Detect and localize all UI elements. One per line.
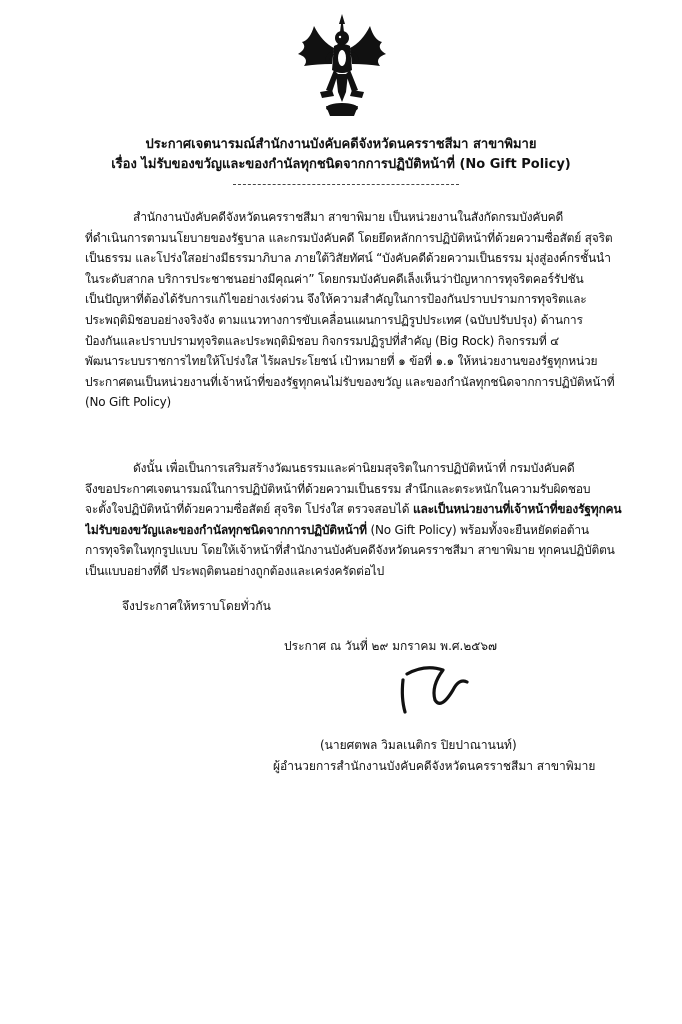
- garuda-emblem-icon: [292, 12, 392, 118]
- paragraph-line: ประพฤติมิชอบอย่างจริงจัง ตามแนวทางการขับเคลื่อนแผนการปฏิรูปประเทศ (ฉบับปรับปรุง) ด้านการ: [85, 312, 583, 327]
- paragraph-line: สำนักงานบังคับคดีจังหวัดนครราชสีมา สาขาพิมาย เป็นหน่วยงานในสังกัดกรมบังคับคดี: [133, 210, 564, 224]
- paragraph-line: เป็นแบบอย่างที่ดี ประพฤติตนอย่างถูกต้องและเคร่งครัดต่อไป: [85, 563, 385, 578]
- announcement-date: ประกาศ ณ วันที่ ๒๙ มกราคม พ.ศ.๒๕๖๗: [284, 639, 497, 653]
- signer-name: (นายศตพล วิมลเนติกร ปิยปาณานนท์): [320, 738, 517, 752]
- body-paragraph-2: [85, 458, 625, 582]
- announcement-subject: เรื่อง ไม่รับของขวัญและของกำนัลทุกชนิดจากการปฏิบัติหน้าที่ (No Gift Policy): [111, 157, 571, 172]
- paragraph-line: ในระดับสากล บริการประชาชนอย่างมีคุณค่า” โดยกรมบังคับคดีเล็งเห็นว่าปัญหาการทุจริตคอร์รัปชัน: [85, 271, 584, 286]
- paragraph-line: ดังนั้น เพื่อเป็นการเสริมสร้างวัฒนธรรมและค่านิยมสุจริตในการปฏิบัติหน้าที่ กรมบังคับคดี: [133, 461, 575, 475]
- body-paragraph-1: [85, 207, 625, 413]
- paragraph-text: (No Gift Policy) พร้อมทั้งจะยืนหยัดต่อต้าน: [366, 522, 589, 537]
- announcement-title: ประกาศเจตนารมณ์สำนักงานบังคับคดีจังหวัดนครราชสีมา สาขาพิมาย: [145, 137, 537, 152]
- paragraph-bold-text: ไม่รับของขวัญและของกำนัลทุกชนิดจากการปฏิบัติหน้าที่: [85, 522, 367, 537]
- paragraph-bold-text: และเป็นหน่วยงานที่เจ้าหน้าที่ของรัฐทุกคน: [412, 502, 622, 517]
- paragraph-line: (No Gift Policy): [85, 395, 171, 410]
- paragraph-line: เป็นปัญหาที่ต้องได้รับการแก้ไขอย่างเร่งด่วน จึงให้ความสำคัญในการป้องกันปราบปรามการทุจริตและ: [85, 292, 587, 307]
- closing-statement: จึงประกาศให้ทราบโดยทั่วกัน: [122, 599, 271, 613]
- paragraph-line: ป้องกันและปราบปรามทุจริตและประพฤติมิชอบ กิจกรรมปฏิรูปที่สำคัญ (Big Rock) กิจกรรมที่ ๔: [85, 333, 560, 348]
- title-divider: [233, 184, 459, 185]
- signer-position: ผู้อำนวยการสำนักงานบังคับคดีจังหวัดนครราชสีมา สาขาพิมาย: [273, 759, 596, 773]
- paragraph-line: [85, 520, 625, 541]
- paragraph-line: [85, 499, 625, 520]
- paragraph-line: จึงขอประกาศเจตนารมณ์ในการปฏิบัติหน้าที่ด้วยความเป็นธรรม สำนึกและตระหนักในความรับผิดชอบ: [85, 481, 591, 496]
- paragraph-text: จะตั้งใจปฏิบัติหน้าที่ด้วยความซื่อสัตย์ สุจริต โปร่งใส ตรวจสอบได้: [85, 502, 413, 517]
- paragraph-line: การทุจริตในทุกรูปแบบ โดยให้เจ้าหน้าที่สำนักงานบังคับคดีจังหวัดนครราชสีมา สาขาพิมาย ทุกคนปฏิบัติตน: [85, 543, 615, 558]
- signature-mark: [395, 660, 475, 716]
- paragraph-line: ประกาศตนเป็นหน่วยงานที่เจ้าหน้าที่ของรัฐทุกคนไม่รับของขวัญ และของกำนัลทุกชนิดจากการปฏิบัติหน้าที่: [85, 374, 615, 389]
- paragraph-line: ที่ดำเนินการตามนโยบายของรัฐบาล และกรมบังคับคดี โดยยึดหลักการปฏิบัติหน้าที่ด้วยความซื่อสัตย์ สุจริต: [85, 230, 613, 245]
- paragraph-line: เป็นธรรม และโปร่งใสอย่างมีธรรมาภิบาล ภายใต้วิสัยทัศน์ “บังคับคดีด้วยความเป็นธรรม มุ่งสู่องค์กรชั้นนำ: [85, 251, 611, 266]
- paragraph-line: พัฒนาระบบราชการไทยให้โปร่งใส ไร้ผลประโยชน์ เป้าหมายที่ ๑ ข้อที่ ๑.๑ ให้หน่วยงานของรัฐทุกหน่วย: [85, 354, 598, 369]
